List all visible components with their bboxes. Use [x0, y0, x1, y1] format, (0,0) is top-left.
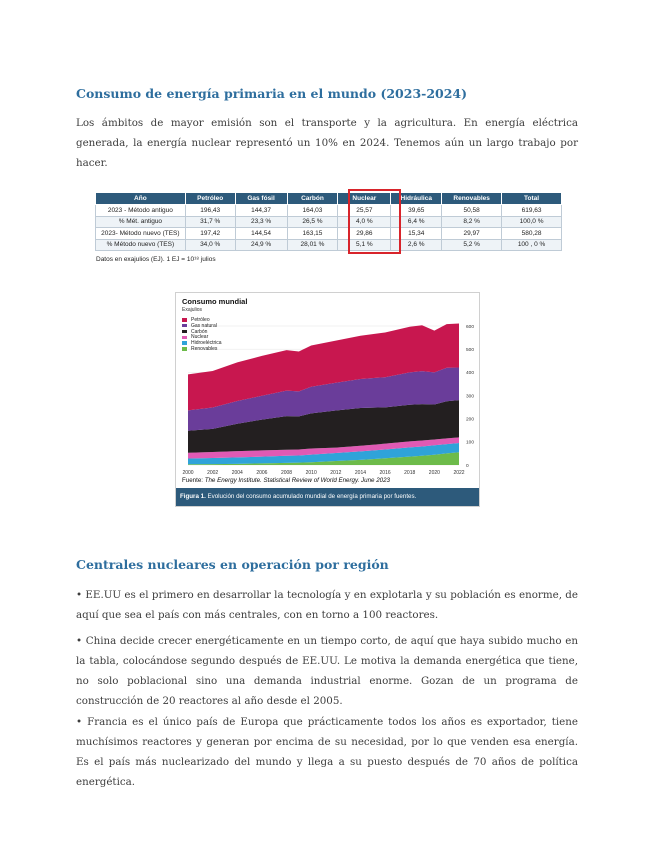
figure-source	[182, 477, 390, 484]
nuclear-highlight-box	[348, 189, 401, 254]
table-cell: 23,3 %	[235, 216, 287, 228]
x-tick-label: 2008	[280, 470, 293, 476]
table-cell: % Mét. antiguo	[96, 216, 186, 228]
table-cell: 26,5 %	[287, 216, 338, 228]
table-cell: 197,42	[185, 228, 235, 240]
legend-swatch	[182, 330, 187, 334]
legend-swatch	[182, 324, 187, 328]
table-note: Datos en exajulios (EJ). 1 EJ = 10¹⁸ julios	[96, 256, 216, 263]
table-cell: 196,43	[185, 205, 235, 217]
table-cell: 2023- Método nuevo (TES)	[96, 228, 186, 240]
x-tick-label: 2018	[404, 470, 416, 476]
x-tick-label: 2006	[256, 470, 268, 476]
table-header-cell: Total	[502, 193, 562, 205]
x-tick-label: 2022	[453, 470, 465, 476]
caption-label: Figura 1.	[180, 493, 206, 500]
table-cell: 163,15	[287, 228, 338, 240]
x-tick-label: 2010	[305, 470, 317, 476]
table-header-cell: Año	[96, 193, 186, 205]
legend-swatch	[182, 318, 187, 322]
x-tick-label: 2002	[207, 470, 219, 476]
table-header-cell: Renovables	[442, 193, 502, 205]
legend-label: Renovables	[191, 345, 218, 352]
table-header-cell: Gas fósil	[235, 193, 287, 205]
section-heading-energy: Consumo de energía primaria en el mundo (2023-2024)	[76, 86, 468, 101]
energy-table	[95, 192, 562, 251]
bullet-france: • Francia es el único país de Europa que prácticamente todos los años es exportador, tiene muchísimos reactores y generan por encima de su necesidad, por lo que venden esa energía. Es el país más nuclearizado del mundo y llega a su puesto después de 70 años de política energética.	[76, 716, 578, 788]
table-header-cell: Petróleo	[185, 193, 235, 205]
legend-swatch	[182, 347, 187, 351]
figure-caption	[176, 488, 479, 506]
section-heading-reactors: Centrales nucleares en operación por región	[76, 557, 389, 572]
y-tick-label: 100	[466, 440, 475, 446]
table-cell: 50,58	[442, 205, 502, 217]
chart-unit-label: Exajulios	[182, 307, 203, 313]
legend-label: Carbón	[191, 328, 208, 335]
table-cell: 29,86	[338, 228, 391, 240]
table-cell: 5,1 %	[338, 239, 391, 251]
intro-paragraph: Los ámbitos de mayor emisión son el transporte y la agricultura. En energía eléctrica generada, la energía nuclear representó un 10% en 2024. Tenemos aún un largo trabajo por hacer.	[76, 117, 578, 169]
table-cell: 100 , 0 %	[502, 239, 562, 251]
table-cell: 580,28	[502, 228, 562, 240]
legend-label: Petróleo	[191, 316, 210, 323]
table-header-cell: Carbón	[287, 193, 338, 205]
table-body	[96, 205, 562, 251]
y-tick-label: 500	[466, 347, 475, 353]
caption-text: Evolución del consumo acumulado mundial de energía primaria por fuentes.	[205, 493, 417, 500]
table-row	[96, 239, 562, 251]
table-cell: 25,57	[338, 205, 391, 217]
y-tick-label: 300	[466, 394, 475, 400]
y-tick-label: 0	[466, 463, 469, 469]
table-cell: 29,97	[442, 228, 502, 240]
table-cell: 144,37	[235, 205, 287, 217]
table-cell: % Método nuevo (TES)	[96, 239, 186, 251]
table-cell: 619,63	[502, 205, 562, 217]
table-cell: 39,65	[391, 205, 442, 217]
table-header-cell: Hidráulica	[391, 193, 442, 205]
x-tick-label: 2012	[330, 470, 342, 476]
table-header-cell: Nuclear	[338, 193, 391, 205]
table-cell: 2023 - Método antiguo	[96, 205, 186, 217]
legend-label: Gas natural	[191, 322, 217, 329]
x-tick-label: 2020	[428, 470, 440, 476]
figure-1	[175, 292, 480, 507]
y-tick-label: 200	[466, 417, 475, 423]
legend-label: Nuclear	[191, 334, 209, 341]
x-tick-label: 2004	[231, 470, 243, 476]
table-cell: 2,6 %	[391, 239, 442, 251]
table-cell: 24,9 %	[235, 239, 287, 251]
table-cell: 4,0 %	[338, 216, 391, 228]
legend-label: Hidroeléctrica	[191, 340, 222, 347]
x-tick-label: 2000	[182, 470, 194, 476]
table-cell: 100,0 %	[502, 216, 562, 228]
source-prefix: Fuente:	[182, 477, 205, 484]
table-row	[96, 228, 562, 240]
source-title: The Energy Institute. Statistical Review of World Energy. June 2023	[204, 477, 390, 484]
y-tick-label: 600	[466, 324, 475, 330]
y-tick-label: 400	[466, 371, 475, 377]
table-row	[96, 216, 562, 228]
bullet-usa: • EE.UU es el primero en desarrollar la tecnología y en explotarla y su población es enorme, de aquí que sea el país con más centrales, con en torno a 100 reactores.	[76, 589, 578, 621]
table-cell: 34,0 %	[185, 239, 235, 251]
bullet-china: • China decide crecer energéticamente en un tiempo corto, de aquí que haya subido mucho en la tabla, colocándose segundo después de EE.UU. Le motiva la demanda energética que tiene, no solo poblacional sino una demanda industrial enorme. Gozan de un programa de construcción de 20 reactores al año desde el 2005.	[76, 635, 578, 707]
chart-title: Consumo mundial	[182, 297, 248, 306]
chart-legend	[182, 317, 222, 352]
area-chart	[176, 293, 481, 478]
legend-swatch	[182, 341, 187, 345]
table-cell: 28,01 %	[287, 239, 338, 251]
table-cell: 8,2 %	[442, 216, 502, 228]
legend-swatch	[182, 336, 187, 340]
table-header-row	[96, 193, 562, 205]
table-cell: 164,03	[287, 205, 338, 217]
table-cell: 6,4 %	[391, 216, 442, 228]
table-cell: 5,2 %	[442, 239, 502, 251]
table-cell: 144,54	[235, 228, 287, 240]
table-cell: 15,34	[391, 228, 442, 240]
table-cell: 31,7 %	[185, 216, 235, 228]
x-tick-label: 2014	[354, 470, 367, 476]
x-tick-label: 2016	[379, 470, 391, 476]
legend-item	[182, 346, 222, 352]
table-row	[96, 205, 562, 217]
